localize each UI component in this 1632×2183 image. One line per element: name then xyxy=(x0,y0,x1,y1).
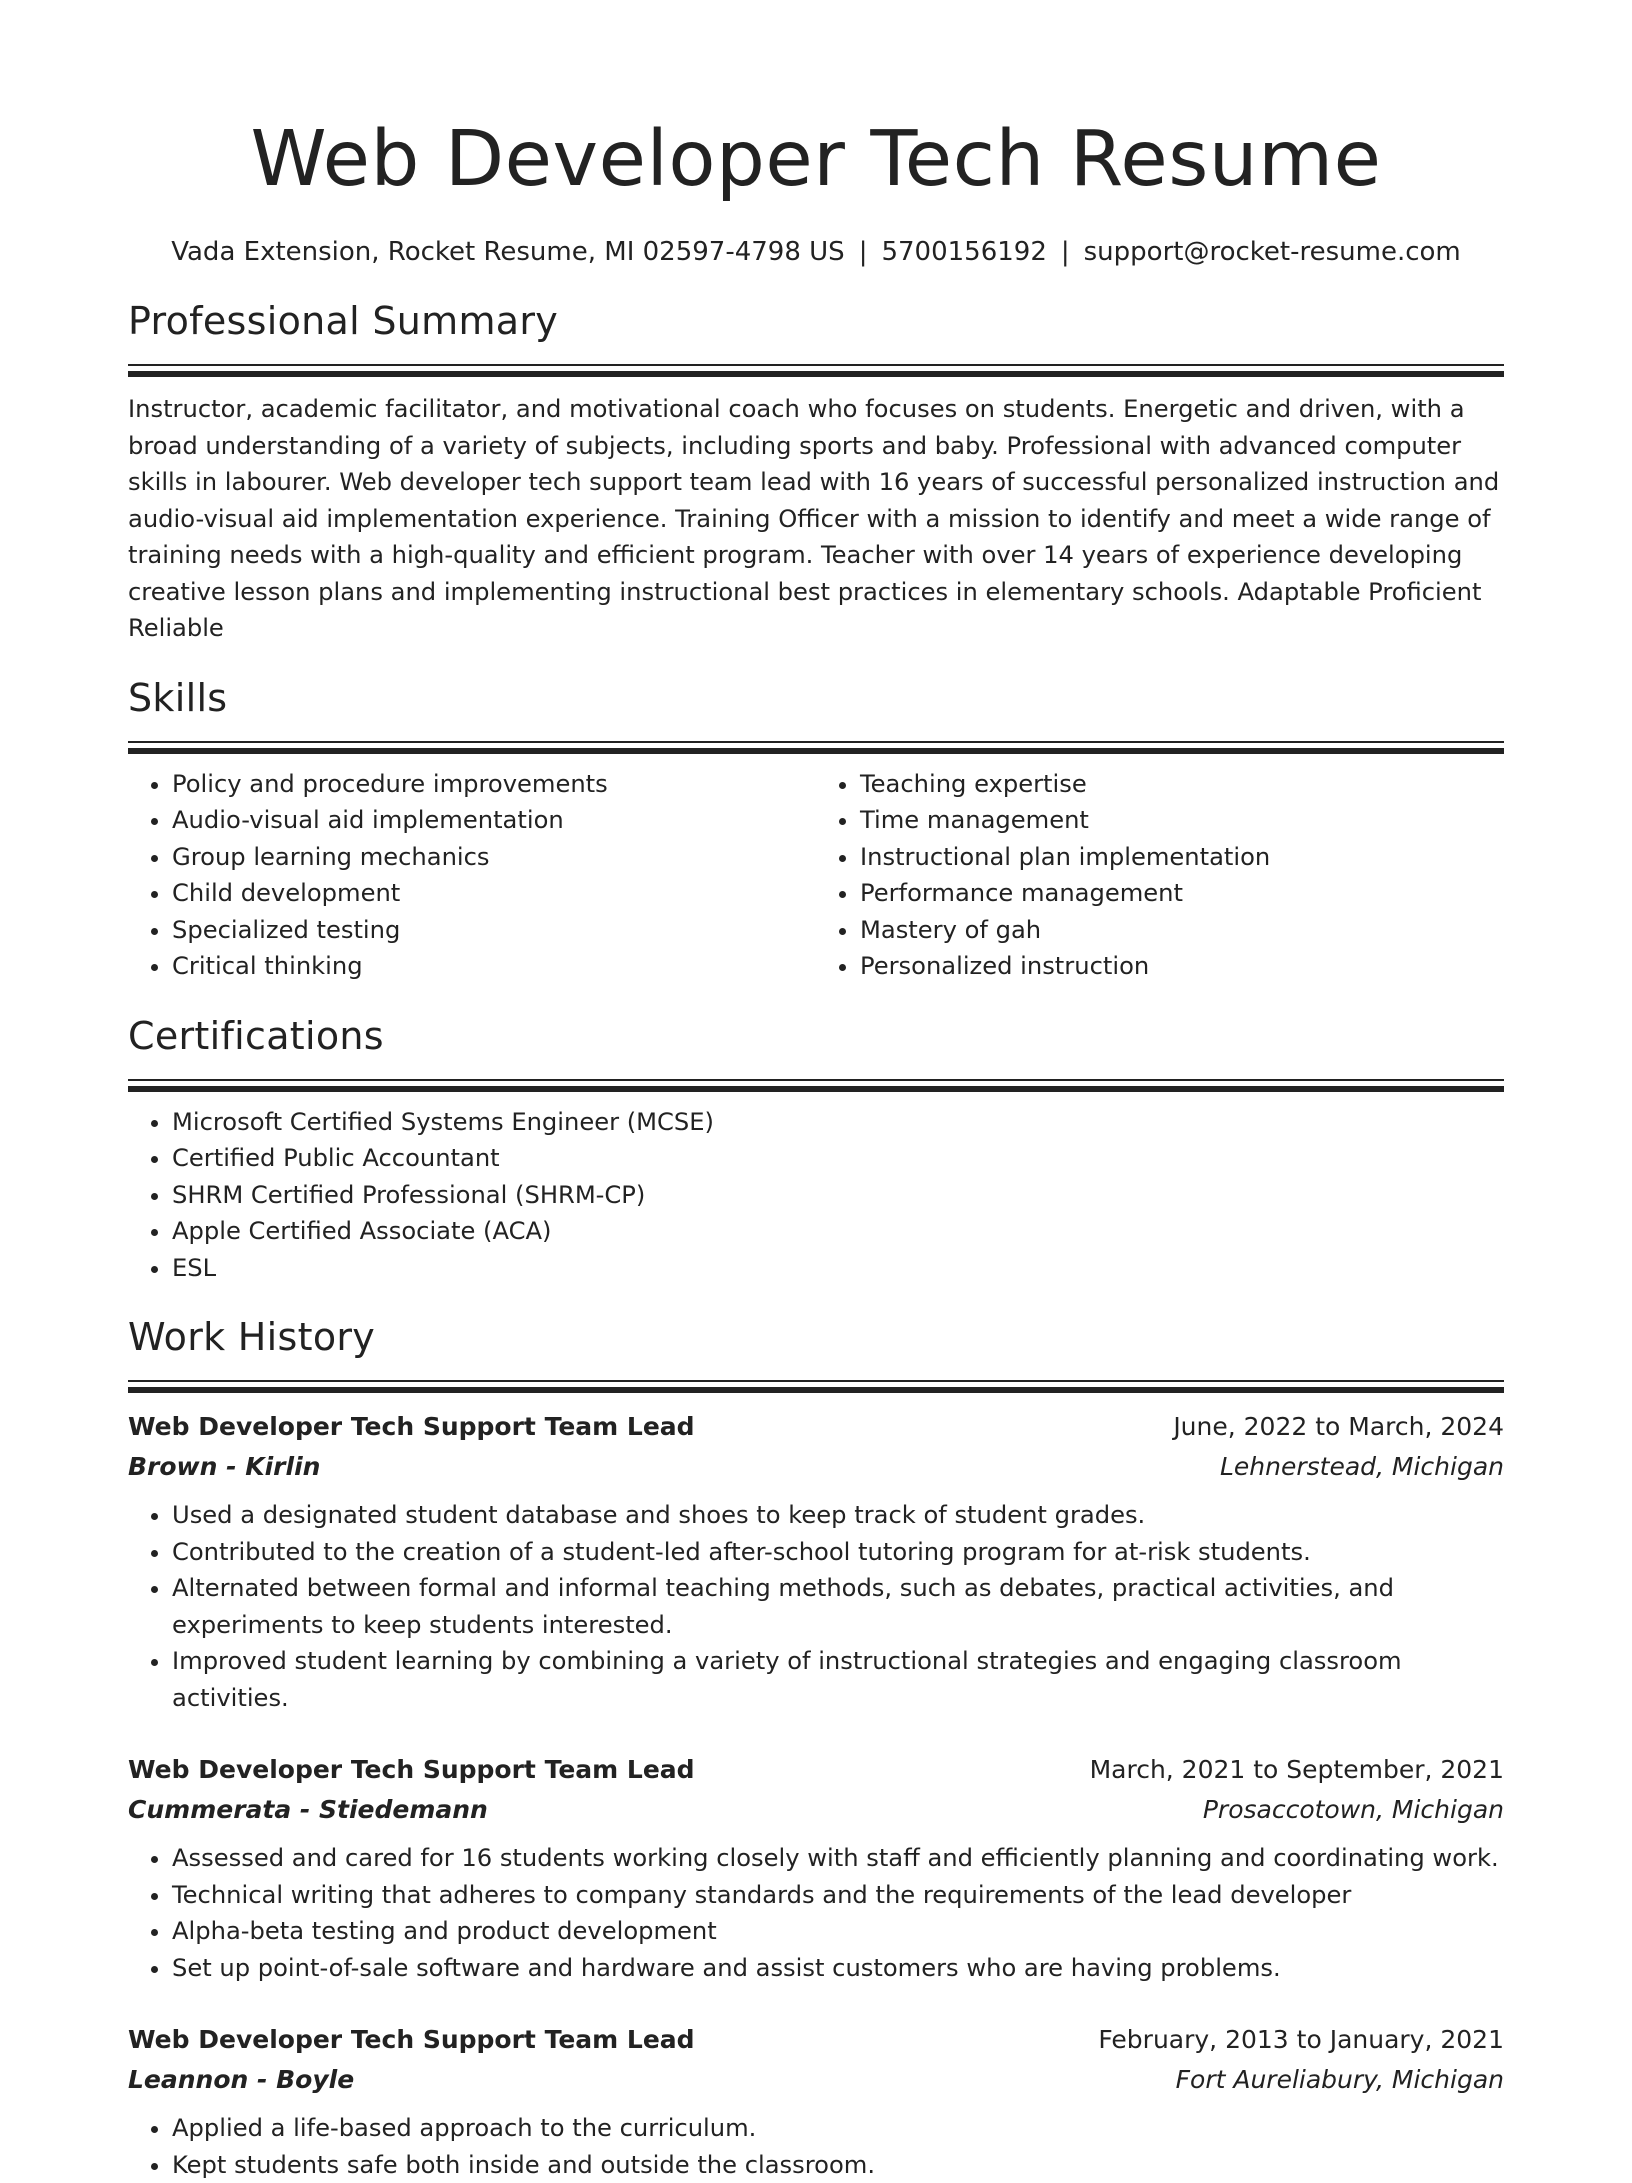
certification-item: • Certified Public Accountant xyxy=(172,1140,1504,1177)
resume-title: Web Developer Tech Resume xyxy=(128,110,1504,210)
job-title: Web Developer Tech Support Team Lead xyxy=(128,1750,695,1790)
job-entry xyxy=(128,1750,1504,1986)
section-divider xyxy=(128,371,1504,377)
certification-item: • ESL xyxy=(172,1250,1504,1287)
job-entry xyxy=(128,2020,1504,2183)
job-dates: June, 2022 to March, 2024 xyxy=(1173,1407,1504,1447)
job-dates: March, 2021 to September, 2021 xyxy=(1090,1750,1504,1790)
job-header xyxy=(128,1407,1504,1447)
job-bullet: • Contributed to the creation of a student-led after-school tutoring program for at-risk students. xyxy=(172,1534,1504,1571)
job-bullets xyxy=(128,2110,1504,2183)
contact-line xyxy=(128,234,1504,270)
job-company: Brown - Kirlin xyxy=(128,1447,320,1487)
section-divider xyxy=(128,364,1504,366)
certification-item: • Apple Certified Associate (ACA) xyxy=(172,1213,1504,1250)
certification-item: • Microsoft Certified Systems Engineer (MCSE) xyxy=(172,1104,1504,1141)
section-divider xyxy=(128,1079,1504,1081)
job-bullets xyxy=(128,1497,1504,1716)
section-heading-summary: Professional Summary xyxy=(128,298,1504,344)
job-title: Web Developer Tech Support Team Lead xyxy=(128,1407,695,1447)
skill-item: • Instructional plan implementation xyxy=(860,839,1504,876)
job-company: Leannon - Boyle xyxy=(128,2060,354,2100)
section-heading-work-history: Work History xyxy=(128,1314,1504,1360)
skill-item: • Mastery of gah xyxy=(860,912,1504,949)
section-heading-certifications: Certifications xyxy=(128,1013,1504,1059)
job-header xyxy=(128,1750,1504,1790)
job-bullet: • Alternated between formal and informal teaching methods, such as debates, practical activities, and experiments to keep students interested. xyxy=(172,1570,1504,1643)
skill-item: • Performance management xyxy=(860,875,1504,912)
job-location: Prosaccotown, Michigan xyxy=(1203,1790,1504,1830)
section-divider xyxy=(128,1387,1504,1393)
job-bullet: • Kept students safe both inside and outside the classroom. xyxy=(172,2147,1504,2183)
job-bullet: • Alpha-beta testing and product development xyxy=(172,1913,1504,1950)
contact-phone: 5700156192 xyxy=(881,237,1046,267)
job-header xyxy=(128,2020,1504,2060)
summary-section xyxy=(128,298,1504,647)
skill-item: • Specialized testing xyxy=(172,912,816,949)
skills-list-left xyxy=(128,766,816,985)
contact-separator: | xyxy=(845,234,882,270)
job-location: Lehnerstead, Michigan xyxy=(1220,1447,1504,1487)
contact-email[interactable]: support@rocket-resume.com xyxy=(1084,237,1461,267)
job-subheader xyxy=(128,1790,1504,1830)
certifications-list xyxy=(128,1104,1504,1287)
job-bullets xyxy=(128,1840,1504,1986)
job-location: Fort Aureliabury, Michigan xyxy=(1176,2060,1504,2100)
skill-item: • Group learning mechanics xyxy=(172,839,816,876)
work-history-section xyxy=(128,1314,1504,2183)
job-bullet: • Technical writing that adheres to company standards and the requirements of the lead developer xyxy=(172,1877,1504,1914)
contact-separator: | xyxy=(1047,234,1084,270)
skills-list-right xyxy=(816,766,1504,985)
section-heading-skills: Skills xyxy=(128,675,1504,721)
skill-item: • Child development xyxy=(172,875,816,912)
skill-item: • Audio-visual aid implementation xyxy=(172,802,816,839)
job-bullet: • Assessed and cared for 16 students working closely with staff and efficiently planning and coordinating work. xyxy=(172,1840,1504,1877)
skill-item: • Teaching expertise xyxy=(860,766,1504,803)
job-title: Web Developer Tech Support Team Lead xyxy=(128,2020,695,2060)
skill-item: • Critical thinking xyxy=(172,948,816,985)
job-subheader xyxy=(128,1447,1504,1487)
skill-item: • Policy and procedure improvements xyxy=(172,766,816,803)
job-dates: February, 2013 to January, 2021 xyxy=(1098,2020,1504,2060)
certification-item: • SHRM Certified Professional (SHRM-CP) xyxy=(172,1177,1504,1214)
job-bullet: • Improved student learning by combining a variety of instructional strategies and engaging classroom activities. xyxy=(172,1643,1504,1716)
summary-text: Instructor, academic facilitator, and motivational coach who focuses on students. Energetic and driven, with a broad understanding of a variety of subjects, including sports and baby. Professional with advanced computer skills in labourer. Web developer tech support team lead with 16 years of successful personalized instruction and audio-visual aid implementation experience. Training Officer with a mission to identify and meet a wide range of training needs with a high-quality and efficient program. Teacher with over 14 years of experience developing creative lesson plans and implementing instructional best practices in elementary schools. Adaptable Proficient Reliable xyxy=(128,391,1504,647)
resume-page xyxy=(128,110,1504,2183)
job-subheader xyxy=(128,2060,1504,2100)
contact-address: Vada Extension, Rocket Resume, MI 02597-4798 US xyxy=(171,237,844,267)
section-divider xyxy=(128,1086,1504,1092)
certifications-section xyxy=(128,1013,1504,1287)
section-divider xyxy=(128,1380,1504,1382)
section-divider xyxy=(128,741,1504,743)
skill-item: • Personalized instruction xyxy=(860,948,1504,985)
job-bullet: • Applied a life-based approach to the curriculum. xyxy=(172,2110,1504,2147)
job-company: Cummerata - Stiedemann xyxy=(128,1790,488,1830)
skills-section xyxy=(128,675,1504,985)
job-bullet: • Set up point-of-sale software and hardware and assist customers who are having problems. xyxy=(172,1950,1504,1987)
job-entry xyxy=(128,1407,1504,1716)
skill-item: • Time management xyxy=(860,802,1504,839)
job-bullet: • Used a designated student database and shoes to keep track of student grades. xyxy=(172,1497,1504,1534)
skills-columns xyxy=(128,754,1504,985)
